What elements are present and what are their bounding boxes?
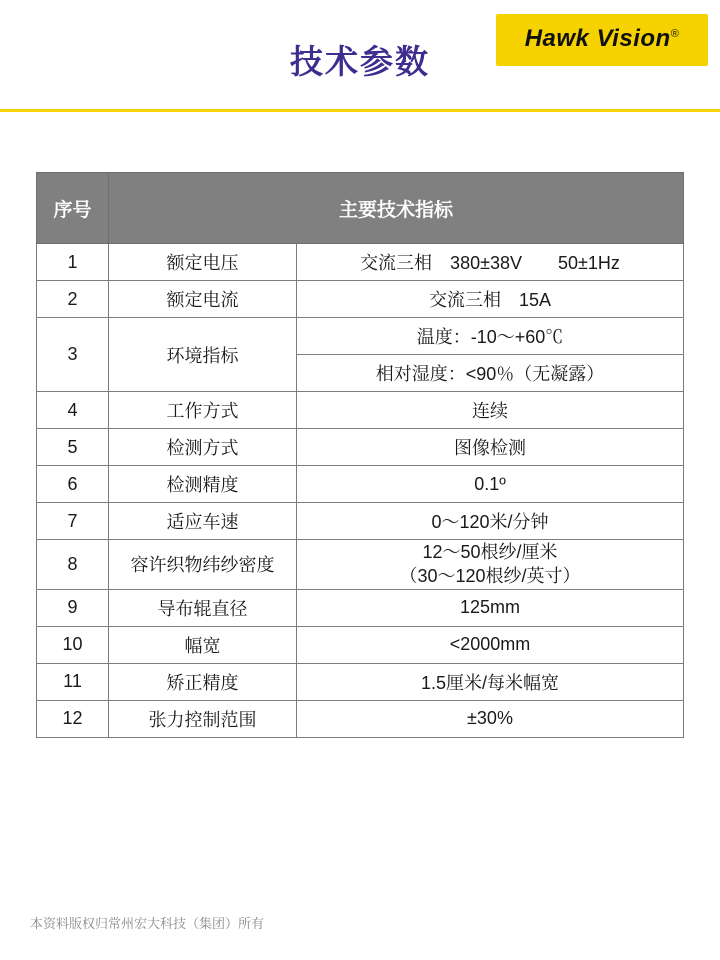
page-title: 技术参数 [290,43,430,80]
cell-value [297,540,684,590]
table-row [37,392,684,429]
cell-value: 相对湿度：<90％（无凝露） [297,355,684,392]
cell-item: 检测方式 [109,429,297,466]
cell-no: 10 [37,626,109,663]
cell-value: 交流三相 15A [297,281,684,318]
cell-no: 1 [37,244,109,281]
cell-no: 4 [37,392,109,429]
cell-value: 图像检测 [297,429,684,466]
table-row [37,663,684,700]
brand-logo [496,14,708,66]
spec-table-container [36,172,684,738]
column-header-spec: 主要技术指标 [109,173,684,244]
cell-no: 11 [37,663,109,700]
cell-item: 额定电压 [109,244,297,281]
table-row [37,540,684,590]
footer-copyright: 本资料版权归常州宏大科技（集团）所有 [30,916,265,931]
cell-value: 0～120米/分钟 [297,503,684,540]
brand-logo-name: Hawk Vision [524,25,671,52]
cell-item: 工作方式 [109,392,297,429]
cell-item: 导布辊直径 [109,589,297,626]
cell-value: 交流三相 380±38V 50±1Hz [297,244,684,281]
registered-trademark-icon: ® [670,28,680,40]
cell-no: 5 [37,429,109,466]
cell-value: <2000mm [297,626,684,663]
cell-no: 6 [37,466,109,503]
cell-item: 张力控制范围 [109,700,297,737]
cell-item: 矫正精度 [109,663,297,700]
spec-table [36,172,684,738]
table-row [37,589,684,626]
cell-value: 1.5厘米/每米幅宽 [297,663,684,700]
cell-value: 连续 [297,392,684,429]
table-header-row [37,173,684,244]
table-row [37,244,684,281]
cell-no: 7 [37,503,109,540]
cell-value-line: 12～50根纱/厘米 [422,542,558,562]
cell-item: 幅宽 [109,626,297,663]
header-divider [0,109,720,112]
cell-no: 3 [37,318,109,392]
column-header-no: 序号 [37,173,109,244]
table-row [37,466,684,503]
table-row [37,429,684,466]
table-row [37,626,684,663]
table-row [37,318,684,355]
cell-no: 12 [37,700,109,737]
cell-no: 8 [37,540,109,590]
cell-item: 检测精度 [109,466,297,503]
cell-item: 容许织物纬纱密度 [109,540,297,590]
cell-item: 额定电流 [109,281,297,318]
cell-value: 0.1º [297,466,684,503]
cell-no: 9 [37,589,109,626]
page-header [0,0,720,112]
cell-value-line: （30～120根纱/英寸） [399,566,581,587]
table-row [37,503,684,540]
cell-value: ±30% [297,700,684,737]
cell-item: 适应车速 [109,503,297,540]
cell-item: 环境指标 [109,318,297,392]
cell-value: 125mm [297,589,684,626]
table-row [37,281,684,318]
brand-logo-text [496,25,708,53]
cell-value: 温度：-10～+60℃ [297,318,684,355]
table-row [37,700,684,737]
cell-no: 2 [37,281,109,318]
